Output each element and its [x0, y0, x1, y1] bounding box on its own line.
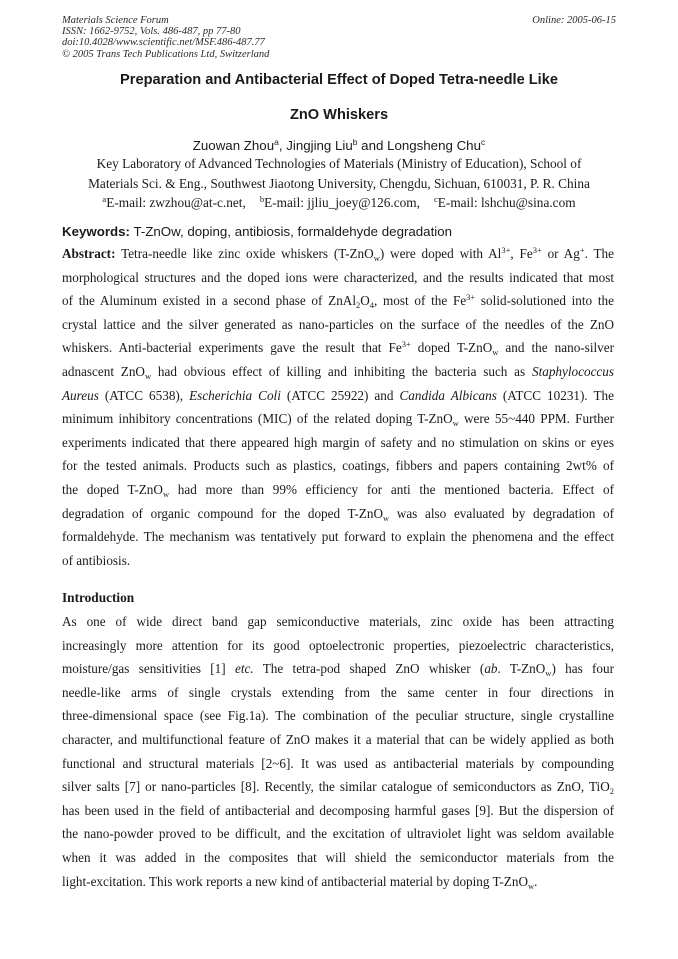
text-run: minimum inhibitory concentrations (MIC) of the related doping T-ZnO [62, 411, 453, 427]
text-run: The tetra-pod shaped ZnO whisker ( [253, 661, 485, 677]
text-run: light-excitation. This work reports a new kind of antibacterial material by doping T-ZnO [62, 873, 528, 889]
intro-line: functional and structural materials [2~6]. It was used as antibacterial materials by compounding [62, 755, 614, 771]
text-run: had more than 99% efficiency for anti the mentioned bacteria. Effect of [169, 481, 614, 497]
doi-line: doi:10.4028/www.scientific.net/MSF.486-487.77 [62, 37, 265, 49]
title-line-1: Preparation and Antibacterial Effect of Doped Tetra-needle Like [120, 72, 558, 88]
text-run: was also evaluated by degradation of [389, 505, 614, 521]
author-affil-mark: b [352, 137, 358, 147]
text-run: ) were doped with Al [379, 246, 502, 261]
online-date: Online: 2005-06-15 [532, 15, 616, 26]
affiliation-line-1: Key Laboratory of Advanced Technologies of Materials (Ministry of Education), School of [96, 156, 582, 171]
species-name: Staphylococcus [531, 363, 614, 379]
abstract-line [62, 289, 614, 313]
affiliation-block [62, 154, 616, 213]
species-name: Escherichia Coli [189, 387, 281, 403]
intro-line [62, 870, 614, 894]
text-run: (ATCC 25922) and [280, 387, 400, 403]
text-run: or Ag [541, 246, 580, 261]
text-run: doped T-ZnO [410, 340, 493, 356]
subscript: w [452, 418, 459, 429]
intro-line: when it was added in the composites that will shield the semiconductor materials from the [62, 849, 614, 865]
text-run: were 55~440 PPM. Further [458, 411, 614, 427]
abstract-line [62, 407, 614, 431]
text-run: the doped T-ZnO [62, 481, 163, 497]
text-run: (ATCC 6538), [98, 387, 190, 403]
author-name: Jingjing Liu [286, 138, 353, 153]
text-run: whiskers. Anti-bacterial experiments gave the result that Fe [62, 340, 402, 356]
subscript: 2 [355, 300, 361, 311]
author-affil-mark: a [274, 137, 279, 147]
abstract-line: for the tested animals. Products such as plastics, coatings, fibbers and papers containing 2wt% of [62, 458, 614, 474]
superscript: 3+ [532, 245, 542, 255]
superscript: 3+ [466, 292, 476, 303]
abstract-paragraph [62, 242, 614, 572]
intro-line: As one of wide direct band gap semiconductive materials, zinc oxide has been attracting [62, 614, 614, 629]
email-address: E-mail: lshchu@sina.com [437, 195, 576, 210]
text-run: Tetra-needle like zinc oxide whiskers (T-ZnO [115, 246, 374, 261]
author-list [62, 137, 616, 155]
email-mark: a [102, 194, 107, 204]
abstract-line: of antibiosis. [62, 552, 131, 568]
email-line [62, 193, 616, 213]
superscript: 3+ [501, 245, 511, 255]
keywords-text: T-ZnOw, doping, antibiosis, formaldehyde degradation [129, 224, 453, 239]
intro-line: needle-like arms of single crystals extending from the same center in four directions in [62, 684, 614, 700]
author-affil-mark: c [480, 137, 486, 147]
paper-title [62, 63, 616, 133]
section-heading: Introduction [62, 590, 135, 605]
journal-name: Materials Science Forum [62, 15, 169, 26]
intro-line: has been used in the field of antibacterial and decomposing harmful gases [9]. But the dispersion of [62, 802, 614, 818]
text-run: and the nano-silver [498, 340, 614, 356]
abstract-label: Abstract: [62, 246, 116, 261]
email-mark: c [433, 194, 438, 204]
subscript: w [144, 370, 152, 381]
affiliation-line-2: Materials Sci. & Eng., Southwest Jiaotong University, Chengdu, Sichuan, 610031, P. R. China [88, 175, 590, 191]
species-name: Aureus [62, 387, 99, 403]
author-name: Longsheng Chu [387, 138, 481, 153]
email-mark: b [259, 194, 265, 204]
intro-line: character, and multifunctional feature of ZnO makes it a material that can be widely applied as both [62, 731, 614, 747]
text-run: , most of the Fe [374, 293, 467, 309]
text-run: O [360, 293, 370, 309]
italic-run: ab [484, 661, 498, 677]
text-run: moisture/gas sensitivities [1] [62, 661, 235, 677]
title-line-2: ZnO Whiskers [289, 107, 389, 123]
subscript: w [373, 253, 380, 263]
text-run: had obvious effect of killing and inhibiting the bacteria such as [151, 363, 532, 379]
email-address: E-mail: jjliu_joey@126.com, [264, 195, 420, 210]
abstract-line [62, 336, 614, 360]
subscript: 4 [369, 300, 375, 311]
author-separator: , [278, 138, 287, 153]
intro-line: the nano-powder proved to be difficult, and the excitation of ultraviolet light was seldom available [62, 826, 614, 842]
text-run: ) has four [551, 661, 614, 677]
species-name: Candida Albicans [399, 387, 497, 403]
subscript: w [162, 488, 170, 499]
abstract-line: formaldehyde. The mechanism was tentatively put forward to explain the phenomena and the effect [62, 529, 614, 545]
text-run: degradation of organic compound for the doped T-ZnO [62, 505, 383, 521]
intro-line [62, 657, 614, 681]
text-run: adnascent ZnO [62, 363, 145, 379]
superscript: 3+ [401, 339, 411, 350]
copyright-line: © 2005 Trans Tech Publications Ltd, Switzerland [62, 48, 270, 60]
author-name: Zuowan Zhou [192, 138, 275, 153]
abstract-line [62, 360, 614, 384]
issn-line: ISSN: 1662-9752, Vols. 486-487, pp 77-80 [62, 26, 241, 38]
abstract-line: morphological structures and the doped ions were characterized, and the results indicated that most [62, 269, 614, 285]
text-run: . The [584, 246, 615, 261]
intro-line [62, 775, 614, 799]
subscript: w [545, 668, 552, 679]
superscript: + [579, 245, 585, 255]
keywords-line [62, 223, 616, 241]
subscript: w [527, 880, 535, 891]
abstract-line: crystal lattice and the silver generated as nano-particles on the surface of the needles of the ZnO [62, 316, 614, 332]
subscript: w [382, 512, 390, 523]
author-separator: and [357, 138, 388, 153]
intro-line: three-dimensional space (see Fig.1a). The combination of the peculiar structure, single crystalline [62, 708, 614, 724]
text-run: silver salts [7] or nano-particles [8]. Recently, the similar catalogue of semiconductors as ZnO, TiO [62, 779, 610, 795]
journal-header [62, 15, 616, 60]
subscript: 2 [609, 786, 614, 797]
text-run: (ATCC 10231). The [496, 387, 614, 403]
abstract-line [62, 478, 614, 502]
text-run: of the Aluminum existed in a second phase of ZnAl [62, 293, 356, 309]
text-run: , Fe [510, 246, 533, 261]
abstract-line [62, 502, 614, 526]
keywords-label: Keywords: [62, 224, 130, 239]
text-run: . T-ZnO [497, 661, 546, 677]
abstract-line [62, 384, 614, 408]
abstract-line: experiments indicated that there appeared high margin of safety and no stimulation on skins or eyes [62, 434, 614, 450]
text-run: solid-solutioned into the [475, 293, 614, 309]
intro-line: increasingly more attention for its good optoelectronic properties, piezoelectric characteristics, [62, 637, 614, 653]
text-run: . [534, 873, 538, 889]
abstract-line [62, 242, 614, 266]
email-address: E-mail: zwzhou@at-c.net, [106, 195, 246, 210]
subscript: w [492, 347, 499, 358]
introduction-paragraph [62, 610, 614, 893]
italic-run: etc. [234, 661, 254, 677]
